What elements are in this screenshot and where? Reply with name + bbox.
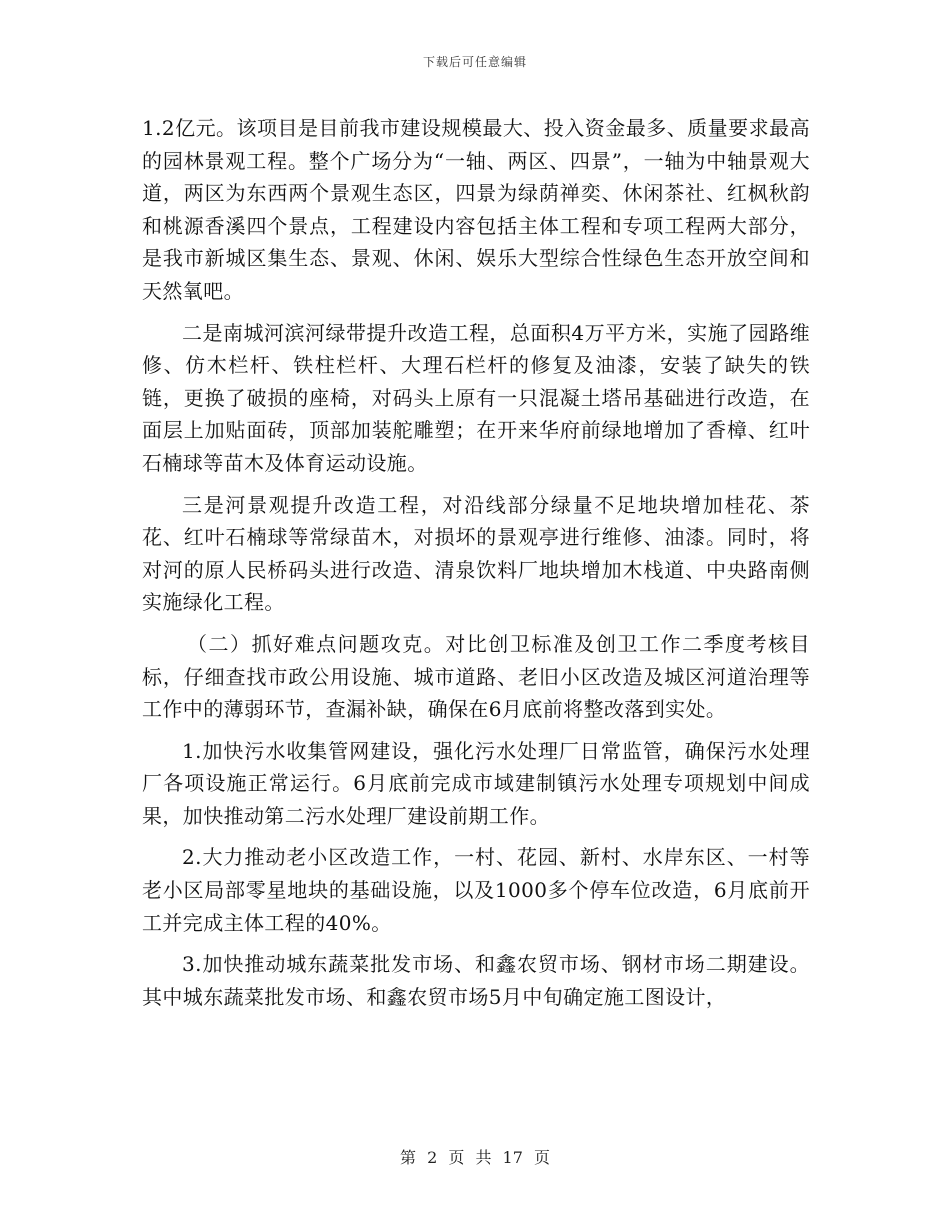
paragraph-item-2: 2.大力推动老小区改造工作，一村、花园、新村、水岸东区、一村等老小区局部零星地块的基础设施，以及1000多个停车位改造，6月底前开工并完成主体工程的40%。 (142, 845, 810, 935)
page-number: 第 2 页 共 17 页 (400, 1148, 550, 1167)
paragraph-project-summary: 1.2亿元。该项目是目前我市建设规模最大、投入资金最多、质量要求最高的园林景观工程。整个广场分为“一轴、两区、四景”，一轴为中轴景观大道，两区为东西两个景观生态区，四景为绿荫禅奕、休闲茶社、红枫秋韵和桃源香溪四个景点，工程建设内容包括主体工程和专项工程两大部分，是我市新城区集生态、景观、休闲、娱乐大型综合性绿色生态开放空间和天然氧吧。 (142, 116, 810, 303)
paragraph-river-landscape-project: 三是河景观提升改造工程，对沿线部分绿量不足地块增加桂花、茶花、红叶石楠球等常绿苗木，对损坏的景观亭进行维修、油漆。同时，将对河的原人民桥码头进行改造、清泉饮料厂地块增加木栈道、中央路南侧实施绿化工程。 (142, 492, 810, 615)
paragraph-item-3: 3.加快推动城东蔬菜批发市场、和鑫农贸市场、钢材市场二期建设。其中城东蔬菜批发市场、和鑫农贸市场5月中旬确定施工图设计， (142, 952, 810, 1009)
paragraph-item-1: 1.加快污水收集管网建设，强化污水处理厂日常监管，确保污水处理厂各项设施正常运行。6月底前完成市域建制镇污水处理专项规划中间成果，加快推动第二污水处理厂建设前期工作。 (142, 738, 810, 828)
paragraph-nancheng-river-project: 二是南城河滨河绿带提升改造工程，总面积4万平方米，实施了园路维修、仿木栏杆、铁柱栏杆、大理石栏杆的修复及油漆，安装了缺失的铁链，更换了破损的座椅，对码头上原有一只混凝土塔吊基础进行改造，在面层上加贴面砖，顶部加装舵雕塑；在开来华府前绿地增加了香樟、红叶石楠球等苗木及体育运动设施。 (142, 320, 810, 475)
document-body (142, 112, 810, 1013)
paragraph-section-two-heading: （二）抓好难点问题攻克。对比创卫标准及创卫工作二季度考核目标，仔细查找市政公用设施、城市道路、老旧小区改造及城区河道治理等工作中的薄弱环节，查漏补缺，确保在6月底前将整改落到实处。 (142, 631, 810, 722)
page-header: 下载后可任意编辑 (422, 55, 527, 69)
